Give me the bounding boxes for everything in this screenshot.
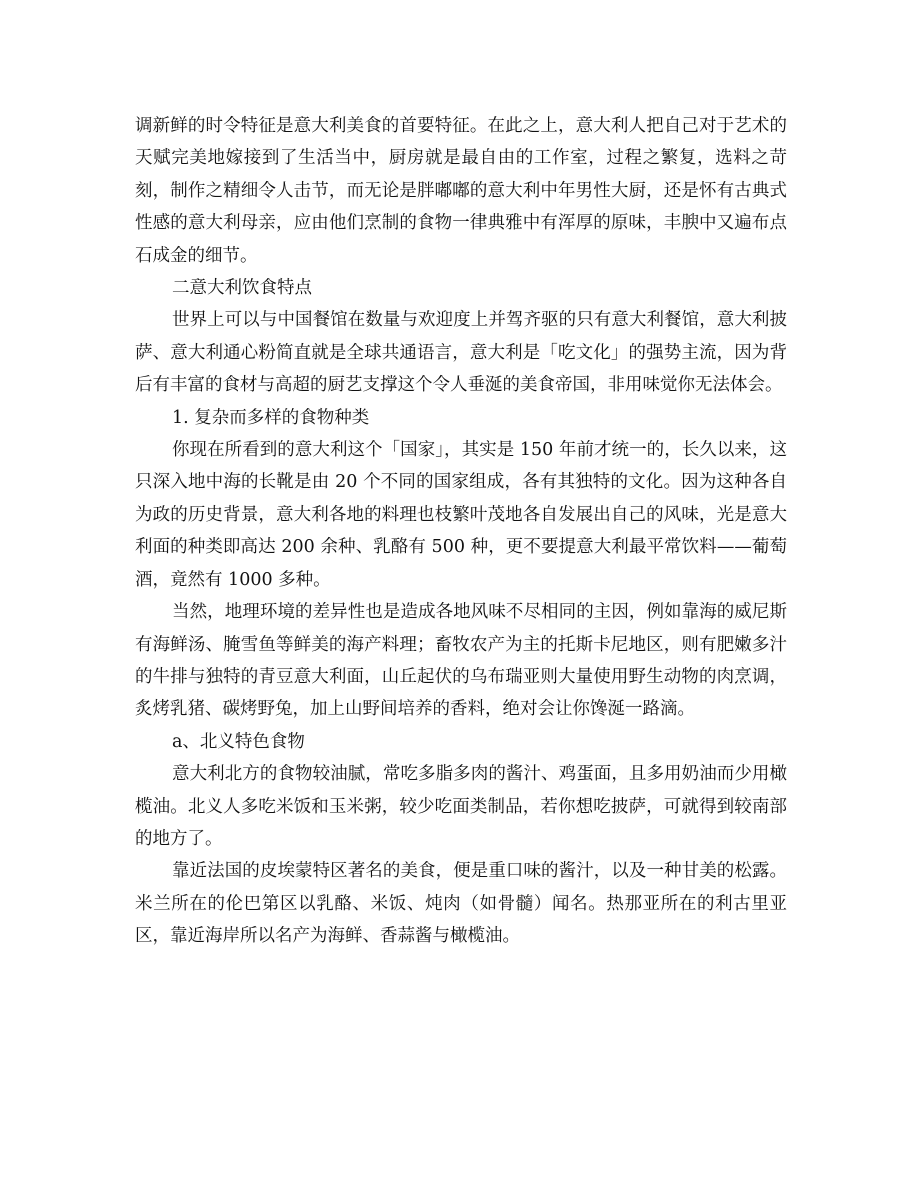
paragraph-geography-regions: 当然，地理环境的差异性也是造成各地风味不尽相同的主因，例如靠海的威尼斯有海鲜汤、腌雪鱼等鲜美的海产料理；畜牧农产为主的托斯卡尼地区，则有肥嫩多汁的牛排与独特的青豆意大利面，山丘起伏的乌布瑞亚则大量使用野生动物的肉烹调，炙烤乳猪、碳烤野兔，加上山野间培养的香料，绝对会让你馋涎一路滴。	[135, 602, 787, 720]
paragraph-northern-cuisine: 意大利北方的食物较油腻，常吃多脂多肉的酱汁、鸡蛋面，且多用奶油而少用橄榄油。北义人多吃米饭和玉米粥，较少吃面类制品，若你想吃披萨，可就得到较南部的地方了。	[135, 764, 787, 849]
paragraph-history-variety: 你现在所看到的意大利这个「国家」，其实是 150 年前才统一的，长久以来，这只深入地中海的长靴是由 20 个不同的国家组成，各有其独特的文化。因为这种各自为政的历史背景，意大利各地的料理也枝繁叶茂地各自发展出自己的风味，光是意大利面的种类即高达 200 余种、乳酪有 500 种，更不要提意大利最平常饮料——葡萄酒，竟然有 1000 多种。	[135, 440, 787, 590]
paragraph-intro: 调新鲜的时令特征是意大利美食的首要特征。在此之上，意大利人把自己对于艺术的天赋完美地嫁接到了生活当中，厨房就是最自由的工作室，过程之繁复，选料之苛刻，制作之精细令人击节，而无论是胖嘟嘟的意大利中年男性大厨，还是怀有古典式性感的意大利母亲，应由他们烹制的食物一律典雅中有浑厚的原味，丰腴中又遍布点石成金的细节。	[135, 116, 787, 266]
paragraph-italian-restaurants: 世界上可以与中国餐馆在数量与欢迎度上并驾齐驱的只有意大利餐馆，意大利披萨、意大利通心粉简直就是全球共通语言，意大利是「吃文化」的强势主流，因为背后有丰富的食材与高超的厨艺支撑这个令人垂涎的美食帝国，非用味觉你无法体会。	[135, 310, 787, 396]
subsection-heading-food-variety: 1. 复杂而多样的食物种类	[172, 407, 370, 428]
subsection-heading-northern-food: a、北义特色食物	[172, 731, 305, 752]
document-page	[135, 110, 787, 953]
section-heading-italian-food-features: 二意大利饮食特点	[172, 278, 312, 299]
paragraph-northern-regions: 靠近法国的皮埃蒙特区著名的美食，便是重口味的酱汁，以及一种甘美的松露。米兰所在的伦巴第区以乳酪、米饭、炖肉（如骨髓）闻名。热那亚所在的利古里亚区，靠近海岸所以名产为海鲜、香蒜酱与橄榄油。	[135, 861, 787, 947]
